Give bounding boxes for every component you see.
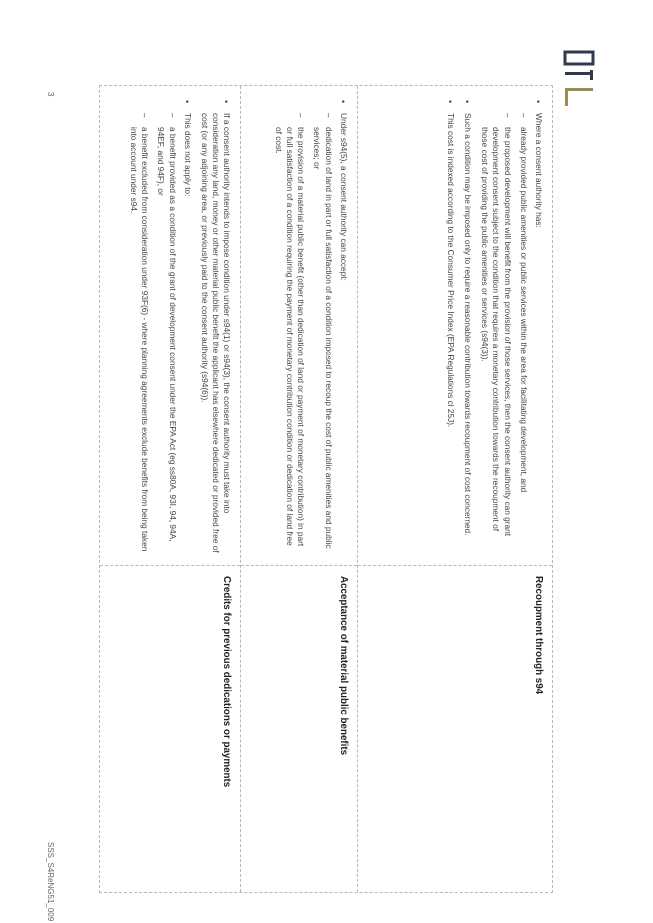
row-heading-cell xyxy=(358,566,552,892)
bullet-item: • Where a consent authority has: – already provided public amenities or public services within the area for facilitating development, and – the proposed development will benefit from the provision of those services, then the consent authority can grant development consent subject to the condition that requires a monetary contribution towards the recoupment of those cost of providing the public amenities or services (s94(3)). xyxy=(479,100,544,553)
sub-item: – a benefit excluded from consideration under 93F(6) - where planning agreements exclude benefits from being taken into account under s94. xyxy=(128,113,150,553)
row-heading-cell xyxy=(241,566,356,892)
logo-mark-icon xyxy=(559,50,599,110)
row-heading-cell xyxy=(100,566,240,892)
bullet-item: • This cost is indexed according to the Consumer Price Index (EPA Regulations cl 25J). xyxy=(445,100,456,553)
sub-item: – the provision of a material public benefit (other than dedication of land or payment of monetary contribution) in part or full satisfaction of a condition requiring the payment of monetary contribution condition or dedication of land free of cost. xyxy=(273,113,307,553)
page-number: 3 xyxy=(46,92,55,97)
document-id: SSS_S4ReNG51_009 xyxy=(46,842,55,922)
row-heading: Recoupment through s94 xyxy=(533,576,544,695)
sub-item: – the proposed development will benefit from the provision of those services, then the consent authority can grant development consent subject to the condition that requires a monetary contribution towards the recoupment of those cost of providing the public amenities or services (s94(3)). xyxy=(479,113,513,553)
bullet-item: • This does not apply to: – a benefit provided as a condition of the grant of development consent under the EPA Act (eg ss80A, 93I, 94, 94A, 94EF, and 94F), or – a benefit excluded from consideration under 93F(6) - where planning agreements exclude benefits from being taken into account under s94. xyxy=(128,100,193,553)
sub-item: – already provided public amenities or public services within the area for facilitating development, and xyxy=(518,113,529,553)
table-row xyxy=(240,86,356,892)
bullet-item: • Under s94(5), a consent authority can accept: – dedication of land in part or full satisfaction of a condition imposed to recoup the cost of public amenities and public services; or – the provision of a material public benefit (other than dedication of land or payment of monetary contribution) in part or full satisfaction of a condition requiring the payment of monetary contribution condition or dedication of land free of cost. xyxy=(273,100,349,553)
table-row xyxy=(100,86,240,892)
row-content xyxy=(241,86,356,566)
sub-item: – a benefit provided as a condition of the grant of development consent under the EPA Act (eg ss80A, 93I, 94, 94A, 94EF, and 94F), or xyxy=(155,113,177,553)
row-heading: Acceptance of material public benefits xyxy=(337,576,349,756)
content-table xyxy=(99,85,553,893)
row-content xyxy=(100,86,240,566)
row-heading: Credits for previous dedications or payments xyxy=(221,576,233,788)
company-logo xyxy=(559,50,599,110)
table-row xyxy=(357,86,552,892)
bullet-item: • If a consent authority intends to impose condition under s94(1) or s94(3), the consent authority must take into consideration any land, money or other material public benefit the applicant has elsewhere dedicated or provided free of cost (or any adjoining area, or previously paid to the consent authority (s94(6)). xyxy=(199,100,233,553)
bullet-item: • Such a condition may be imposed only to require a reasonable contribution towards recoupment of cost concerned. xyxy=(462,100,473,553)
sub-item: – dedication of land in part or full satisfaction of a condition imposed to recoup the cost of public amenities and public services; or xyxy=(311,113,333,553)
row-content xyxy=(358,86,552,566)
